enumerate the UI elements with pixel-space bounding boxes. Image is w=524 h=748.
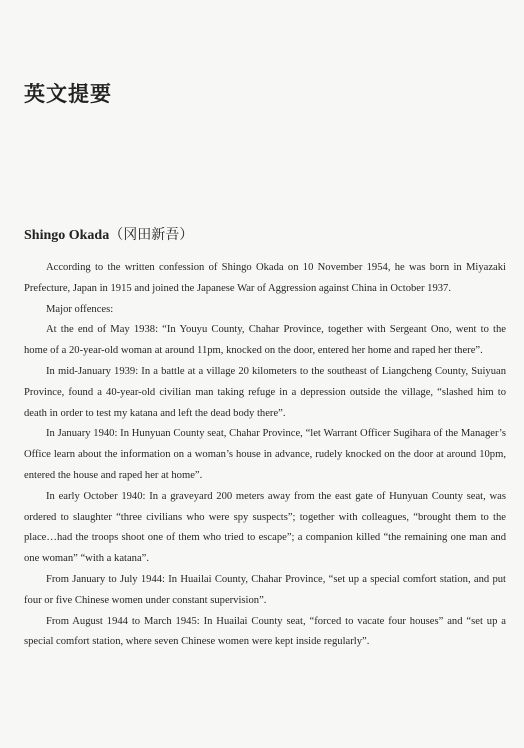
paragraph: In mid-January 1939: In a battle at a village 20 kilometers to the southeast of Liangcheng County, Suiyuan Province, found a 40-year-old civilian man taking refuge in a depression outside the village, “slashed him to death in order to test my katana and left the dead body there”. [24,365,506,419]
paragraph: In January 1940: In Hunyuan County seat, Chahar Province, “let Warrant Officer Sugihara of the Manager’s Office learn about the information on a woman’s house in advance, rudely knocked on the door at around 10pm, entered the house and raped her at home”. [24,428,506,481]
paragraph: From January to July 1944: In Huailai County, Chahar Province, “set up a special comfort station, and put four or five Chinese women under constant supervision”. [24,573,506,606]
entry-chinese-name: （冈田新吾） [109,228,194,243]
paragraph: At the end of May 1938: “In Youyu County, Chahar Province, together with Sergeant Ono, went to the home of a 20-year-old woman at around 11pm, knocked on the door, entered her home and raped her there”. [24,324,506,357]
paragraph: In early October 1940: In a graveyard 200 meters away from the east gate of Hunyuan County seat, was ordered to slaughter “three civilians who were spy suspects”; together with colleagues, “brought them to the place…had the troops shoot one of them who tried to escape”; a companion killed “the remaining one man and one woman” “with a katana”. [24,490,506,565]
entry-title [24,224,193,244]
paragraph: Major offences: [46,303,114,315]
section-heading: 英文提要 [24,82,112,106]
paragraph: From August 1944 to March 1945: In Huailai County seat, “forced to vacate four houses” and “set up a special comfort station, where seven Chinese women were kept inside regularly”. [24,615,506,648]
body-text [24,258,506,653]
entry-name: Shingo Okada [24,228,110,243]
paragraph: According to the written confession of Shingo Okada on 10 November 1954, he was born in Miyazaki Prefecture, Japan in 1915 and joined the Japanese War of Aggression against China in October 1937. [24,262,506,294]
